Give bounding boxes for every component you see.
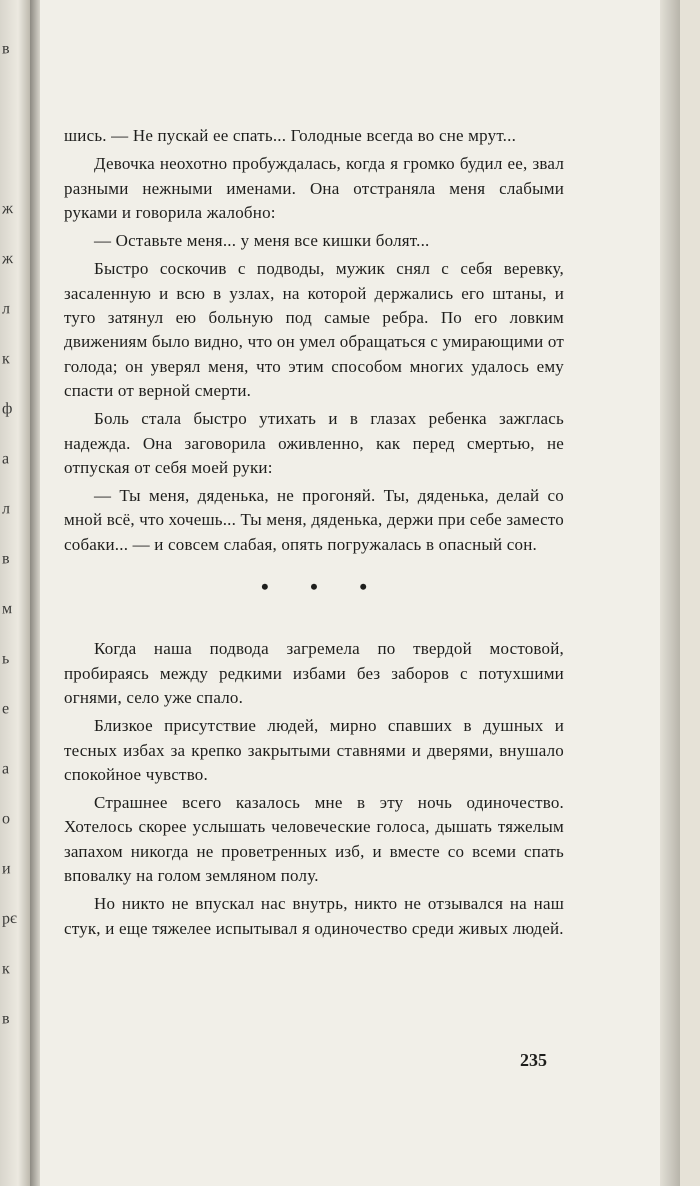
paragraph: Быстро соскочив с подводы, мужик снял с себя веревку, засаленную и всю в узлах, на которой держались его штаны, и туго затянул ею больную под самые ребра. По его ловким движениям было видно, что он умел обращаться с умирающими от голода; он уверял меня, что этим способом многих удалось ему спасти от верной смерти. — [64, 259, 564, 400]
facing-page-fragment: ф — [2, 400, 13, 418]
book-gutter — [30, 0, 40, 1186]
facing-page-fragment: в — [2, 1010, 10, 1028]
facing-page-edge — [0, 0, 30, 1186]
facing-page-fragment: к — [2, 960, 10, 978]
section-separator: • • • — [260, 574, 386, 600]
paragraph: — Оставьте меня... у меня все кишки болят... — [94, 231, 430, 251]
facing-page-fragment: м — [2, 600, 13, 618]
facing-page-fragment: о — [2, 810, 10, 828]
facing-page-fragment: л — [2, 300, 10, 318]
facing-page-fragment: в — [2, 550, 10, 568]
paragraph: Страшнее всего казалось мне в эту ночь одиночество. Хотелось скорее услышать человеческие голоса, дышать тяжелым запахом никогда не проветренных изб, и вместе со всеми спать вповалку на голом земляном полу. — [64, 793, 564, 886]
page-number: 235 — [520, 1050, 547, 1070]
facing-page-fragment: а — [2, 760, 10, 778]
facing-page-fragment: ж — [2, 250, 14, 268]
facing-page-fragment: л — [2, 500, 10, 518]
facing-page-fragment: ь — [2, 650, 10, 668]
page-text — [64, 124, 564, 945]
book-page — [40, 0, 680, 1186]
facing-page-fragment: в — [2, 40, 10, 58]
facing-page-fragment: а — [2, 450, 10, 468]
paragraph: Девочка неохотно пробуждалась, когда я громко будил ее, звал разными нежными именами. Она отстраняла меня слабыми руками и говорила жалобно: — [64, 154, 564, 222]
paragraph: Боль стала быстро утихать и в глазах ребенка зажглась надежда. Она заговорила оживленно, как перед смертью, не отпуская от себя моей руки: — [64, 409, 564, 477]
paragraph: Но никто не впускал нас внутрь, никто не отзывался на наш стук, и еще тяжелее испытывал я одиночество среди живых людей. — [64, 894, 564, 938]
facing-page-fragment: рє — [2, 909, 17, 928]
facing-page-fragment: и — [2, 860, 11, 878]
paragraph: Когда наша подвода загремела по твердой мостовой, пробираясь между редкими избами без заборов с потухшими огнями, село уже спало. — [64, 639, 564, 707]
paragraph: — Ты меня, дяденька, не прогоняй. Ты, дяденька, делай со мной всё, что хочешь... Ты меня, дяденька, держи при себе заместо собаки... — и совсем слабая, опять погружалась в опасный сон. — [64, 486, 564, 554]
facing-page-fragment: к — [2, 350, 10, 368]
paragraph: Близкое присутствие людей, мирно спавших в душных и тесных избах за крепко закрытыми ставнями и дверями, внушало спокойное чувство. — [64, 716, 564, 784]
page-edge-shadow — [660, 0, 680, 1186]
paragraph: шись. — Не пускай ее спать... Голодные всегда во сне мрут... — [64, 126, 517, 145]
facing-page-fragment: е — [2, 700, 10, 718]
facing-page-fragment: ж — [2, 200, 14, 218]
